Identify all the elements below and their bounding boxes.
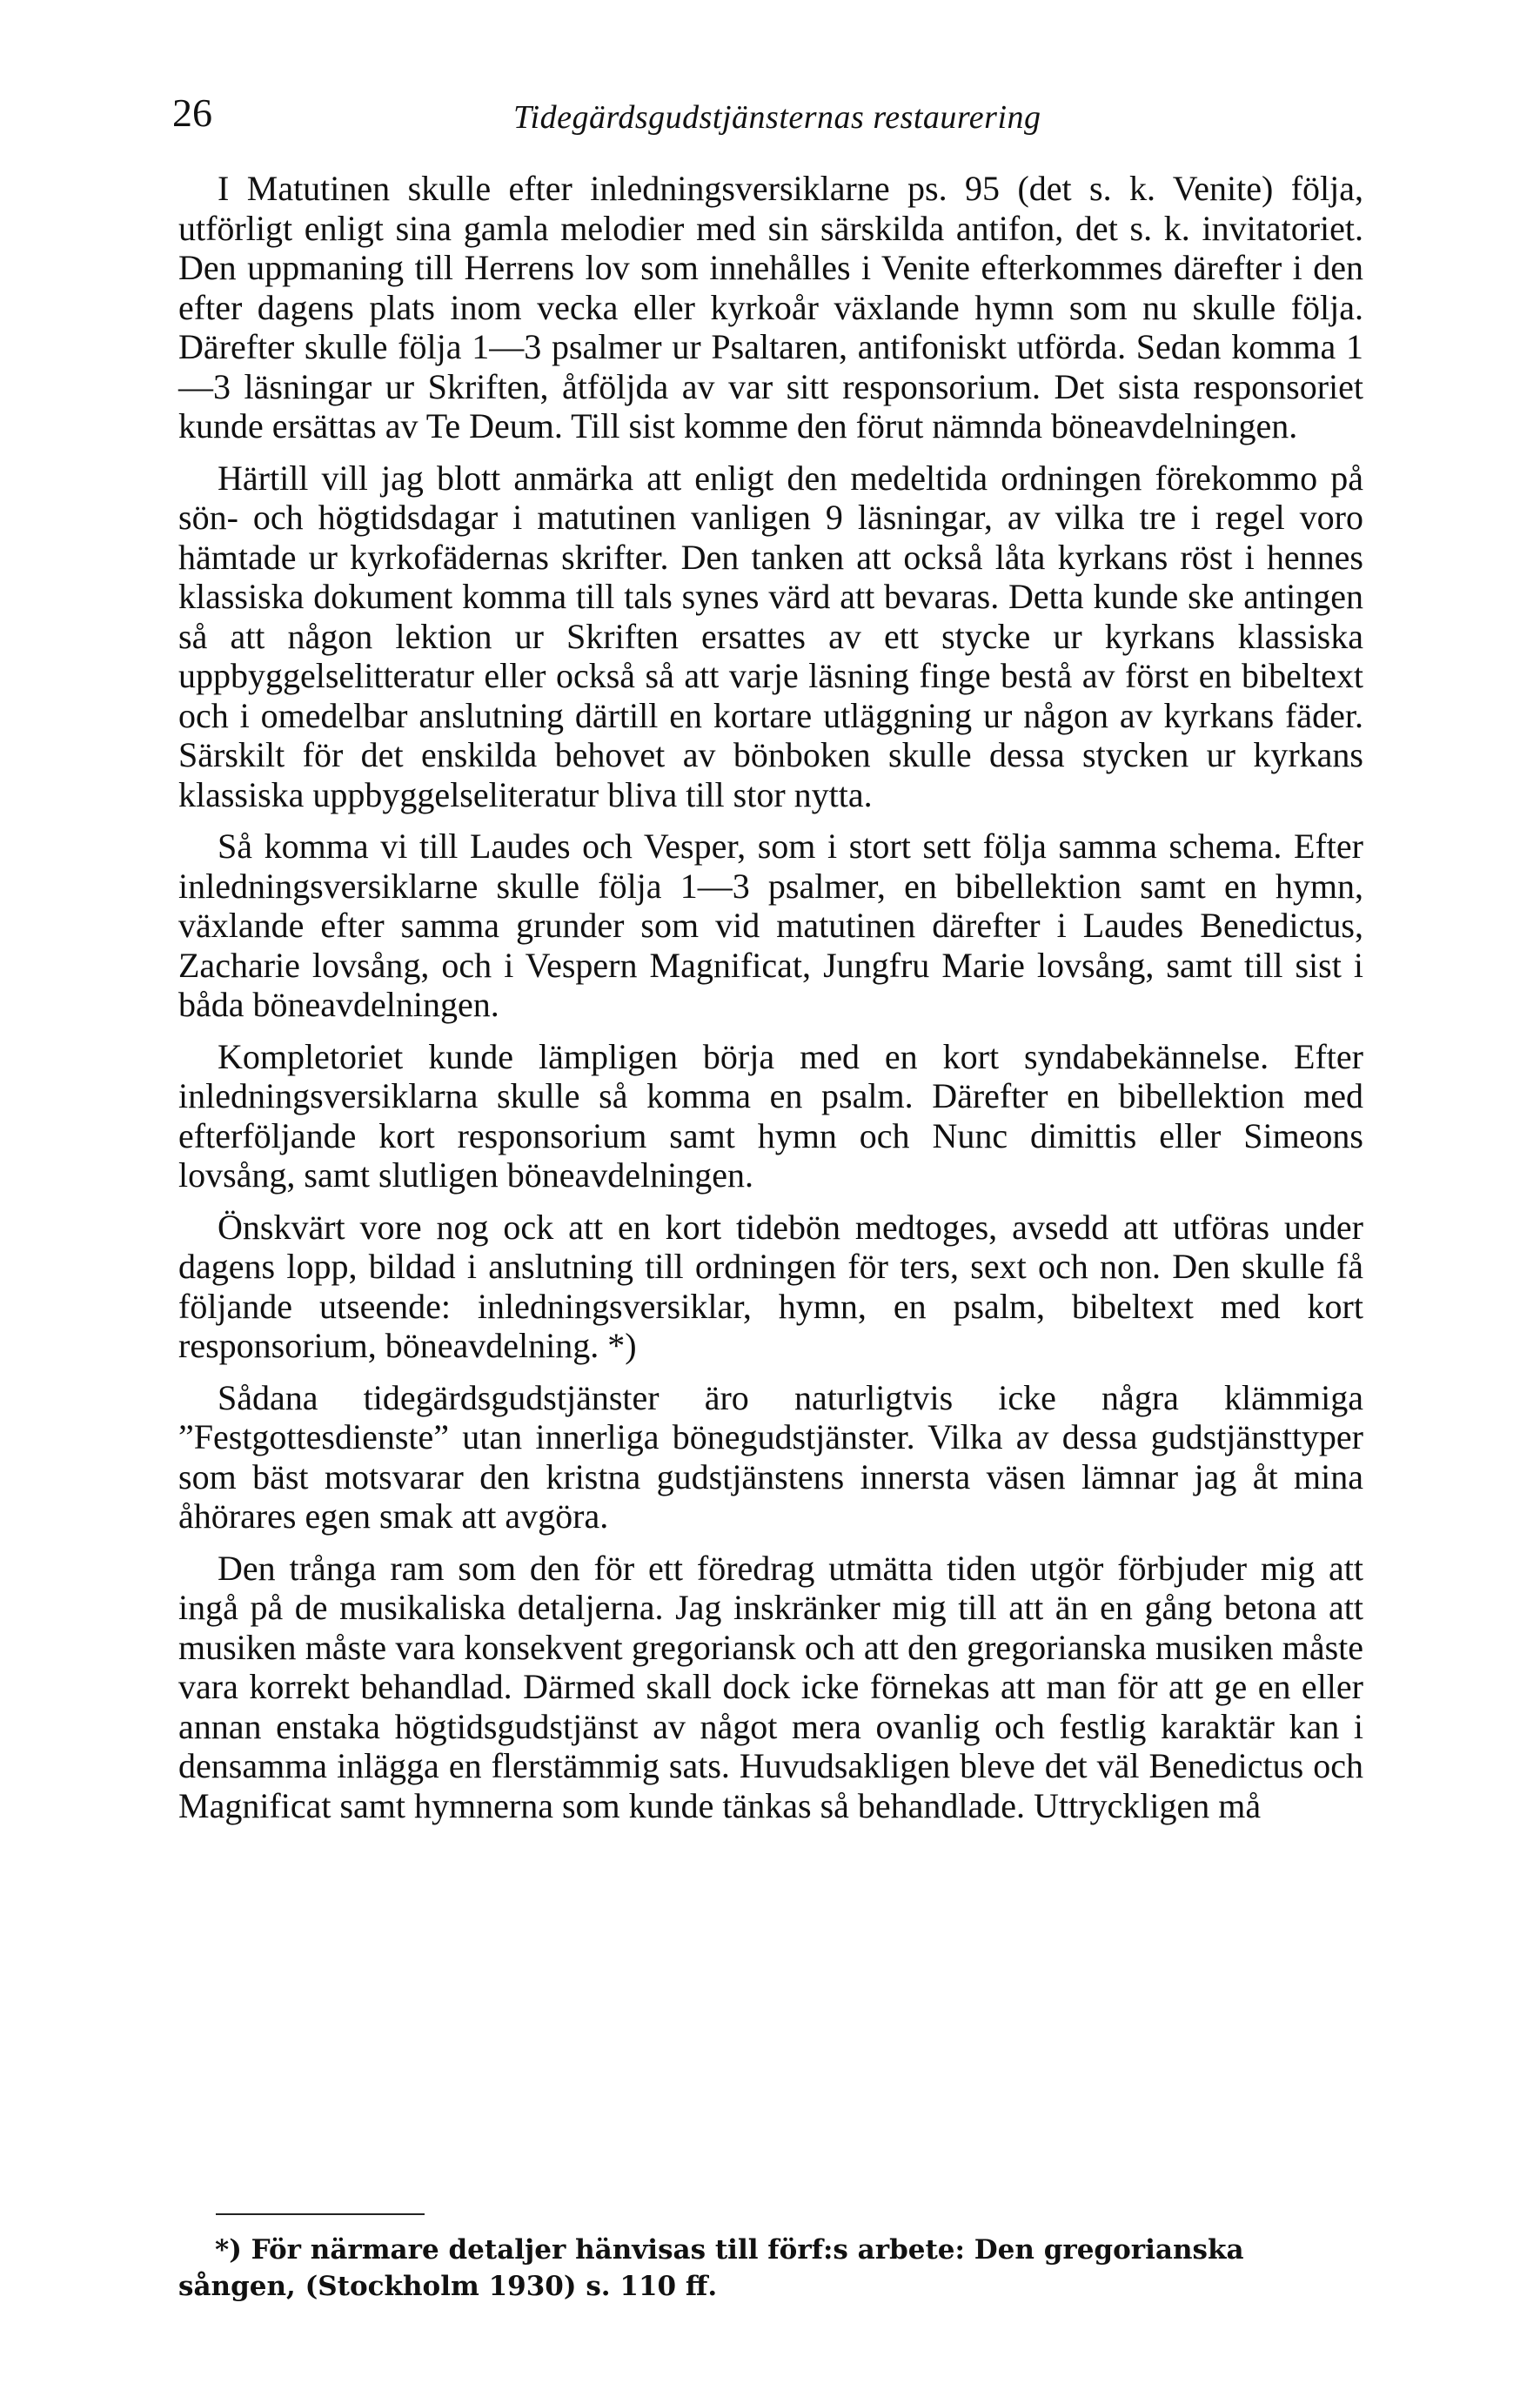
page-number: 26 (172, 90, 212, 135)
footnote: *) För närmare detaljer hänvisas till förf:s arbete: Den gregorianska sången, (Stockholm 1930) s. 110 ff. (178, 2234, 1244, 2302)
paragraph-kompletoriet: Kompletoriet kunde lämpligen börja med en kort syndabekännelse. Efter inledningsversiklarna skulle så komma en psalm. Därefter en bibellektion med efterföljande kort responsorium samt hymn och Nunc dimittis eller Simeons lovsång, samt slutligen böneavdelningen. (178, 1036, 1363, 1195)
running-head: Tidegärdsgudstjänsternas restaurering (513, 99, 1041, 136)
paragraph-tidebon: Önskvärt vore nog ock att en kort tidebön medtoges, avsedd att utföras under dagens lopp, bildad i anslutning till ordningen för ters, sext och non. Den skulle få följande utseende: inledningsversiklar, hymn, en psalm, bibeltext med kort responsorium, böneavdelning. *) (178, 1207, 1363, 1365)
footnote-divider (216, 2213, 425, 2215)
paragraph-sadana: Sådana tidegärdsgudstjänster äro naturligtvis icke några klämmiga ”Festgottesdienste” utan innerliga bönegudstjänster. Vilka av dessa gudstjänsttyper som bäst motsvarar den kristna gudstjänstens innersta väsen lämnar jag åt mina åhörares egen smak att avgöra. (178, 1377, 1363, 1536)
paragraph-matutinen: I Matutinen skulle efter inledningsversiklarne ps. 95 (det s. k. Venite) följa, utförligt enligt sina gamla melodier med sin särskilda antifon, det s. k. invitatoriet. Den uppmaning till Herrens lov som innehålles i Venite efterkommes därefter i den efter dagens plats inom vecka eller kyrkoår växlande hymn som nu skulle följa. Därefter skulle följa 1—3 psalmer ur Psaltaren, antifoniskt utförda. Sedan komma 1—3 läsningar ur Skriften, åtföljda av var sitt responsorium. Det sista responsoriet kunde ersättas av Te Deum. Till sist komme den förut nämnda böneavdelningen. (178, 169, 1363, 445)
paragraph-laudes-vesper: Så komma vi till Laudes och Vesper, som i stort sett följa samma schema. Efter inledningsversiklarne skulle följa 1—3 psalmer, en bibellektion samt en hymn, växlande efter samma grunder som vid matutinen därefter i Laudes Benedictus, Zacharie lovsång, och i Vespern Magnificat, Jungfru Marie lovsång, samt till sist i båda böneavdelningen. (178, 827, 1363, 1024)
paragraph-musik: Den trånga ram som den för ett föredrag utmätta tiden utgör förbjuder mig att ingå på de musikaliska detaljerna. Jag inskränker mig till att än en gång betona att musiken måste vara konsekvent gregoriansk och att den gregorianska musiken måste vara korrekt behandlad. Därmed skall dock icke förnekas att man för att ge en eller annan enstaka högtidsgudstjänst av något mera ovanlig och festlig karaktär kan i densamma inlägga en flerstämmig sats. Huvudsakligen bleve det väl Benedictus och Magnificat samt hymnerna som kunde tänkas så behandlade. Uttryckligen må (178, 1548, 1363, 1825)
body-text (178, 169, 1363, 1837)
paragraph-hartill: Härtill vill jag blott anmärka att enligt den medeltida ordningen förekommo på sön- och högtidsdagar i matutinen vanligen 9 läsningar, av vilka tre i regel voro hämtade ur kyrkofädernas skrifter. Den tanken att också låta kyrkans röst i hennes klassiska dokument komma till tals synes värd att bevaras. Detta kunde ske antingen så att någon lektion ur Skriften ersattes av ett stycke ur kyrkans klassiska uppbyggelselitteratur eller också så att varje läsning finge bestå av först en bibeltext och i omedelbar anslutning därtill en kortare utläggning ur någon av kyrkans fäder. Särskilt för det enskilda behovet av bönboken skulle dessa stycken ur kyrkans klassiska uppbyggelseliteratur bliva till stor nytta. (178, 458, 1363, 814)
